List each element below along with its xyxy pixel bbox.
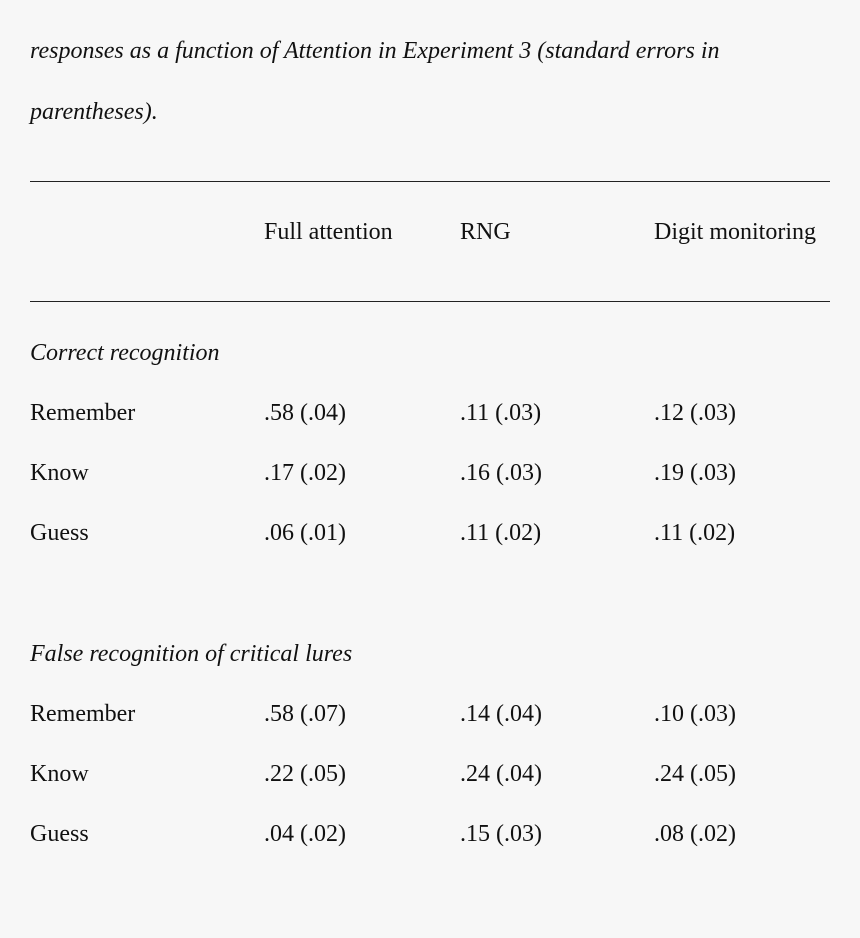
cell-rng: .24 (.04) (460, 761, 542, 787)
cell-full-attention: .04 (.02) (264, 821, 346, 847)
header-rng: RNG (460, 219, 511, 245)
row-label: Remember (30, 701, 136, 727)
cell-rng: .14 (.04) (460, 701, 542, 727)
cell-digit-monitoring: .08 (.02) (654, 821, 736, 847)
cell-rng: .16 (.03) (460, 460, 542, 486)
row-label: Guess (30, 821, 89, 847)
table-header-rule (30, 301, 830, 302)
cell-digit-monitoring: .19 (.03) (654, 460, 736, 486)
cell-digit-monitoring: .12 (.03) (654, 400, 736, 426)
cell-full-attention: .22 (.05) (264, 761, 346, 787)
header-digit-monitoring: Digit monitoring (654, 219, 816, 245)
row-label: Guess (30, 520, 89, 546)
row-label: Know (30, 761, 89, 787)
cell-rng: .15 (.03) (460, 821, 542, 847)
section-title: Correct recognition (30, 340, 220, 366)
cell-full-attention: .58 (.04) (264, 400, 346, 426)
cell-digit-monitoring: .11 (.02) (654, 520, 736, 546)
cell-digit-monitoring: .10 (.03) (654, 701, 736, 727)
cell-full-attention: .58 (.07) (264, 701, 346, 727)
cell-full-attention: .17 (.02) (264, 460, 346, 486)
cell-full-attention: .06 (.01) (264, 520, 346, 546)
cell-digit-monitoring: .24 (.05) (654, 761, 736, 787)
cell-rng: .11 (.02) (460, 520, 542, 546)
row-label: Remember (30, 400, 136, 426)
caption-line-2: parentheses). (30, 99, 158, 125)
cell-rng: .11 (.03) (460, 400, 542, 426)
section-title: False recognition of critical lures (30, 641, 353, 667)
header-full-attention: Full attention (264, 219, 393, 245)
caption-line-1: responses as a function of Attention in Experiment 3 (standard errors in (30, 38, 720, 64)
row-label: Know (30, 460, 89, 486)
table-top-rule (30, 181, 830, 182)
